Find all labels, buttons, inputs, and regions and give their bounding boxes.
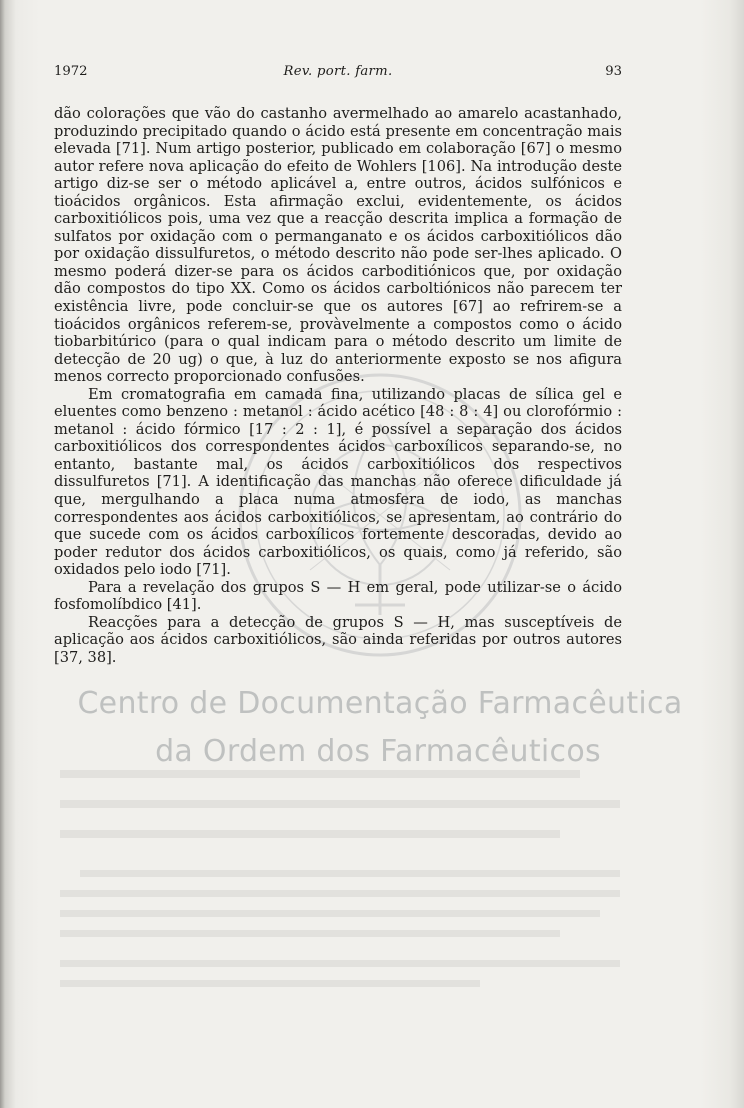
bleed-through-shadow xyxy=(60,760,640,1010)
paragraph: Para a revelação dos grupos S — H em geral, pode utilizar-se o ácido fosfomolíbdico [41]. xyxy=(54,578,622,614)
body-text xyxy=(54,105,622,667)
header-year: 1972 xyxy=(54,64,88,79)
watermark-line-2: da Ordem dos Farmacêuticos xyxy=(155,734,601,769)
watermark-line-1: Centro de Documentação Farmacêutica xyxy=(77,686,683,721)
running-header xyxy=(54,64,622,84)
header-journal: Rev. port. farm. xyxy=(283,64,393,79)
paragraph: Reacções para a detecção de grupos S — H, mas susceptíveis de aplicação aos ácidos carboxitiólicos, são ainda referidas por outros autores [37, 38]. xyxy=(54,613,622,666)
header-page-number: 93 xyxy=(605,64,622,79)
paragraph: Em cromatografia em camada fina, utilizando placas de sílica gel e eluentes como benzeno : metanol : ácido acético [48 : 8 : 4] ou clorofórmio : metanol : ácido fórmico [17 : 2 : 1], é possível a separação dos ácidos carboxitiólicos dos correspondentes ácidos carboxílicos separando-se, no entanto, bastante mal, os ácidos carboxitiólicos dos respectivos dissulfuretos [71]. A identificação das manchas não oferece dificuldade já que, mergulhando a placa numa atmosfera de iodo, as manchas correspondentes aos ácidos carboxitiólicos, se apresentam, ao contrário do que sucede com os ácidos carboxílicos fortemente descoradas, devido ao poder redutor dos ácidos carboxitiólicos, os quais, como já referido, são oxidados pelo iodo [71]. xyxy=(54,385,622,579)
paragraph: dão colorações que vão do castanho avermelhado ao amarelo acastanhado, produzindo precipitado quando o ácido está presente em concentração mais elevada [71]. Num artigo posterior, publicado em colaboração [67] o mesmo autor refere nova aplicação do efeito de Wohlers [106]. Na introdução deste artigo diz-se ser o método aplicável a, entre outros, ácidos sulfónicos e tioácidos orgânicos. Esta afirmação exclui, evidentemente, os ácidos carboxitiólicos pois, uma vez que a reacção descrita implica a formação de sulfatos por oxidação com o permanganato e os ácidos carboxitiólicos dão por oxidação dissulfuretos, o método descrito não pode ser-lhes aplicado. O mesmo poderá dizer-se para os ácidos carboditiónicos que, por oxidação dão compostos do tipo XX. Como os ácidos carboltiónicos não parecem ter existência livre, pode concluir-se que os autores [67] ao refrirem-se a tioácidos orgânicos referem-se, provàvelmente a compostos como o ácido tiobarbitúrico (para o qual indicam para o método descrito um limite de detecção de 20 ug) o que, à luz do anteriormente exposto se nos afigura menos correcto proporcionado confusões. xyxy=(54,105,622,386)
